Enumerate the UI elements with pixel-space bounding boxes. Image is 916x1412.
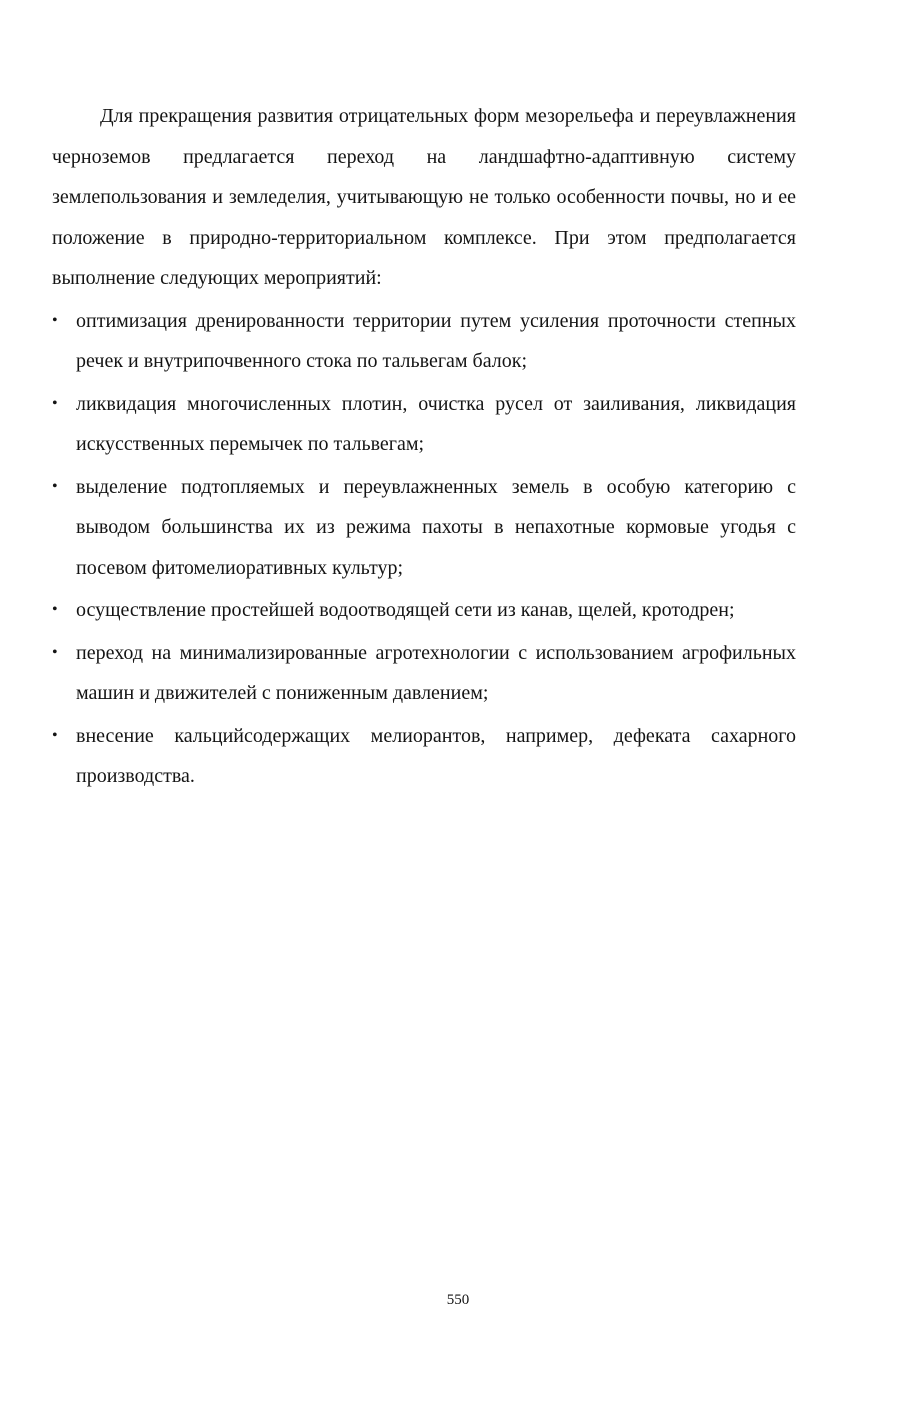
list-item-text: ликвидация многочисленных плотин, очистка русел от заиливания, ликвидация искусственных перемычек по тальвегам; [76, 392, 796, 455]
page-number: 550 [446, 1292, 470, 1308]
intro-paragraph: Для прекращения развития отрицательных форм мезорельефа и переувлажнения черноземов предлагается переход на ландшафтно-адаптивную систему землепользования и земледелия, учитывающую не только особенности почвы, но и ее положение в природно-территориальном комплексе. При этом предполагается выполнение следующих мероприятий: [52, 105, 796, 289]
list-item [52, 633, 796, 714]
list-item-text: выделение подтопляемых и переувлажненных земель в особую категорию с выводом большинства их из режима пахоты в непахотные кормовые угодья с посевом фитомелиоративных культур; [76, 475, 796, 579]
list-item [52, 384, 796, 465]
bullet-icon: • [52, 726, 58, 744]
bullet-icon: • [52, 311, 58, 329]
list-item [52, 467, 796, 589]
list-item-text: переход на минимализированные агротехнологии с использованием агрофильных машин и движителей с пониженным давлением; [76, 641, 796, 704]
list-item [52, 301, 796, 382]
list-item-text: внесение кальцийсодержащих мелиорантов, например, дефеката сахарного производства. [76, 724, 796, 787]
list-item [52, 590, 796, 631]
bullet-icon: • [52, 643, 58, 661]
measures-list [52, 301, 796, 797]
bullet-icon: • [52, 394, 58, 412]
bullet-icon: • [52, 601, 58, 618]
list-item-text: осуществление простейшей водоотводящей сети из канав, щелей, кротодрен; [76, 599, 735, 621]
bullet-icon: • [52, 477, 58, 495]
list-item-text: оптимизация дренированности территории путем усиления проточности степных речек и внутрипочвенного стока по тальвегам балок; [76, 309, 796, 372]
list-item [52, 716, 796, 797]
page-body [52, 96, 796, 797]
